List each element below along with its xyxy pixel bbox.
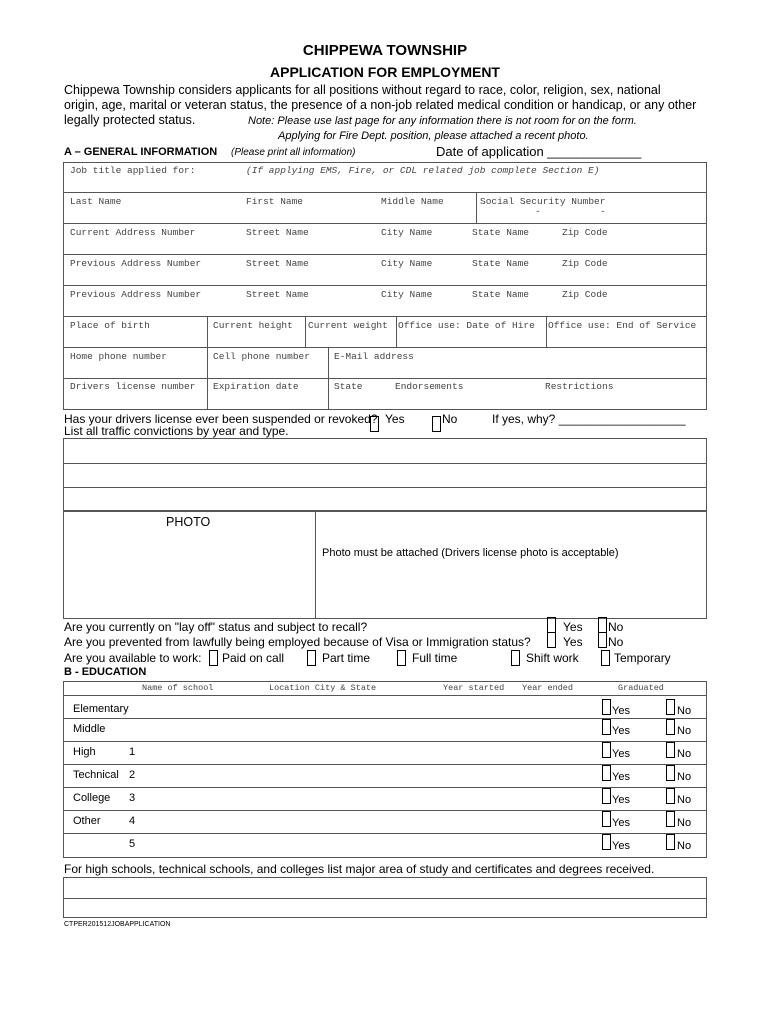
layoff-question: Are you currently on "lay off" status and subject to recall? (64, 620, 368, 634)
graduated-no-checkbox[interactable] (666, 788, 675, 804)
current-city-field[interactable]: City Name (381, 227, 433, 238)
available-question: Are you available to work: (64, 651, 202, 665)
section-a-heading: A – GENERAL INFORMATION (64, 146, 218, 158)
previous-state-field-1[interactable]: State Name (472, 258, 530, 269)
col-graduated: Graduated (618, 683, 664, 693)
note-text: Note: Please use last page for any information there is not room for on the form. (248, 115, 637, 127)
last-name-field[interactable]: Last Name (70, 196, 122, 207)
current-zip-field[interactable]: Zip Code (562, 227, 608, 238)
convictions-box[interactable] (63, 438, 707, 511)
layoff-yes-label: Yes (563, 620, 583, 634)
col-year-started: Year started (443, 683, 505, 693)
photo-drop-area[interactable] (64, 512, 314, 618)
ssn-field[interactable]: Social Security Number (480, 196, 606, 207)
graduated-yes-label: Yes (612, 748, 630, 760)
previous-city-field-2[interactable]: City Name (381, 289, 433, 300)
paid-on-call-label: Paid on call (222, 651, 285, 665)
graduated-no-label: No (677, 705, 692, 717)
intro-line-1: Chippewa Township considers applicants for all positions without regard to race, color, religion, sex, national (64, 83, 661, 97)
office-date-of-hire: Office use: Date of Hire (398, 320, 535, 331)
photo-note: Applying for Fire Dept. position, please attached a recent photo. (278, 130, 589, 142)
current-height-field[interactable]: Current height (213, 320, 293, 331)
previous-zip-field-1[interactable]: Zip Code (562, 258, 608, 269)
graduated-no-checkbox[interactable] (666, 811, 675, 827)
township-title: CHIPPEWA TOWNSHIP (302, 42, 468, 59)
full-time-label: Full time (412, 651, 458, 665)
ssn-dash-2: - (600, 206, 606, 217)
edu-row-label: Middle (73, 723, 106, 735)
graduated-yes-checkbox[interactable] (602, 765, 611, 781)
edu-row-label: Other (73, 815, 101, 827)
graduated-yes-label: Yes (612, 771, 630, 783)
previous-city-field-1[interactable]: City Name (381, 258, 433, 269)
if-yes-why-field[interactable]: If yes, why? ___________________ (492, 412, 686, 426)
current-street-field[interactable]: Street Name (246, 227, 309, 238)
edu-row-field[interactable] (150, 719, 590, 737)
suspended-no-label: No (442, 412, 458, 426)
col-location: Location City & State (269, 683, 377, 693)
graduated-yes-label: Yes (612, 705, 630, 717)
graduated-no-checkbox[interactable] (666, 765, 675, 781)
graduated-no-label: No (677, 794, 692, 806)
shift-work-checkbox[interactable] (511, 650, 520, 666)
temporary-checkbox[interactable] (601, 650, 610, 666)
previous-zip-field-2[interactable]: Zip Code (562, 289, 608, 300)
edu-row-number: 4 (129, 815, 136, 827)
graduated-yes-checkbox[interactable] (602, 719, 611, 735)
endorsements-field[interactable]: Endorsements (395, 381, 464, 392)
edu-row-number: 1 (129, 746, 136, 758)
visa-no-checkbox[interactable] (598, 632, 607, 648)
full-time-checkbox[interactable] (397, 650, 406, 666)
graduated-yes-label: Yes (612, 794, 630, 806)
place-of-birth-field[interactable]: Place of birth (70, 320, 150, 331)
cell-phone-field[interactable]: Cell phone number (213, 351, 310, 362)
edu-row-field[interactable] (150, 765, 590, 783)
graduated-yes-label: Yes (612, 725, 630, 737)
first-name-field[interactable]: First Name (246, 196, 304, 207)
home-phone-field[interactable]: Home phone number (70, 351, 167, 362)
current-state-field[interactable]: State Name (472, 227, 530, 238)
graduated-no-label: No (677, 771, 692, 783)
current-weight-field[interactable]: Current weight (308, 320, 388, 331)
visa-yes-label: Yes (563, 635, 583, 649)
study-note: For high schools, technical schools, and colleges list major area of study and certificates and degrees received. (64, 862, 655, 876)
graduated-no-checkbox[interactable] (666, 699, 675, 715)
edu-row-number: 5 (129, 838, 136, 850)
graduated-yes-label: Yes (612, 840, 630, 852)
edu-row-field[interactable] (150, 699, 590, 717)
graduated-no-label: No (677, 840, 692, 852)
suspended-no-checkbox[interactable] (432, 416, 441, 432)
restrictions-field[interactable]: Restrictions (545, 381, 614, 392)
graduated-no-checkbox[interactable] (666, 742, 675, 758)
edu-row-label: College (73, 792, 111, 804)
job-title-field[interactable]: Job title applied for: (70, 165, 196, 176)
graduated-yes-checkbox[interactable] (602, 742, 611, 758)
graduated-no-checkbox[interactable] (666, 719, 675, 735)
part-time-label: Part time (322, 651, 371, 665)
layoff-no-label: No (608, 620, 624, 634)
middle-name-field[interactable]: Middle Name (381, 196, 444, 207)
graduated-no-label: No (677, 748, 692, 760)
edu-row-label: Technical (73, 769, 119, 781)
col-name-of-school: Name of school (142, 683, 214, 693)
previous-street-field-1[interactable]: Street Name (246, 258, 309, 269)
drivers-license-field[interactable]: Drivers license number (70, 381, 196, 392)
visa-yes-checkbox[interactable] (547, 632, 556, 648)
edu-row-number: 2 (129, 769, 136, 781)
edu-row-field[interactable] (150, 811, 590, 829)
ssn-dash-1: - (535, 206, 541, 217)
current-address-field[interactable]: Current Address Number (70, 227, 196, 238)
footer-code: CTPER201512JOBAPPLICATION (64, 921, 171, 928)
layoff-no-checkbox[interactable] (598, 617, 607, 633)
convictions-label: List all traffic convictions by year and type. (64, 424, 289, 438)
suspended-yes-label: Yes (385, 412, 405, 426)
edu-row-number: 3 (129, 792, 136, 804)
edu-row-field[interactable] (150, 788, 590, 806)
previous-state-field-2[interactable]: State Name (472, 289, 530, 300)
graduated-yes-checkbox[interactable] (602, 788, 611, 804)
graduated-yes-checkbox[interactable] (602, 834, 611, 850)
visa-question: Are you prevented from lawfully being employed because of Visa or Immigration status? (64, 635, 531, 649)
previous-address-field-2[interactable]: Previous Address Number (70, 289, 202, 300)
job-title-note: (If applying EMS, Fire, or CDL related job complete Section E) (246, 165, 600, 176)
suspended-question: Has your drivers license ever been suspended or revoked? (64, 412, 378, 426)
edu-row-label: Elementary (73, 703, 129, 715)
previous-address-field-1[interactable]: Previous Address Number (70, 258, 202, 269)
photo-attach-note: Photo must be attached (Drivers license photo is acceptable) (322, 547, 619, 559)
previous-street-field-2[interactable]: Street Name (246, 289, 309, 300)
shift-work-label: Shift work (526, 651, 579, 665)
graduated-yes-label: Yes (612, 817, 630, 829)
part-time-checkbox[interactable] (307, 650, 316, 666)
graduated-no-label: No (677, 817, 692, 829)
temporary-label: Temporary (614, 651, 671, 665)
visa-no-label: No (608, 635, 624, 649)
expiration-date-field[interactable]: Expiration date (213, 381, 299, 392)
graduated-yes-checkbox[interactable] (602, 811, 611, 827)
graduated-yes-checkbox[interactable] (602, 699, 611, 715)
edu-row-field[interactable] (150, 834, 590, 852)
graduated-no-checkbox[interactable] (666, 834, 675, 850)
intro-line-2: origin, age, marital or veteran status, the presence of a non-job related medical condition or handicap, or any other (64, 98, 697, 112)
form-title: APPLICATION FOR EMPLOYMENT (270, 64, 500, 80)
graduated-no-label: No (677, 725, 692, 737)
section-a-note: (Please print all information) (231, 147, 356, 158)
suspended-yes-checkbox[interactable] (370, 416, 379, 432)
section-b-heading: B - EDUCATION (64, 666, 147, 678)
edu-row-field[interactable] (150, 742, 590, 760)
office-end-of-service: Office use: End of Service (548, 320, 697, 331)
intro-line-3: legally protected status. (64, 113, 196, 127)
layoff-yes-checkbox[interactable] (547, 617, 556, 633)
col-year-ended: Year ended (522, 683, 574, 693)
paid-on-call-checkbox[interactable] (209, 650, 218, 666)
license-state-field[interactable]: State (334, 381, 363, 392)
edu-row-label: High (73, 746, 96, 758)
date-of-application[interactable]: Date of application _____________ (436, 144, 642, 159)
email-field[interactable]: E-Mail address (334, 351, 414, 362)
photo-label: PHOTO (166, 515, 211, 529)
